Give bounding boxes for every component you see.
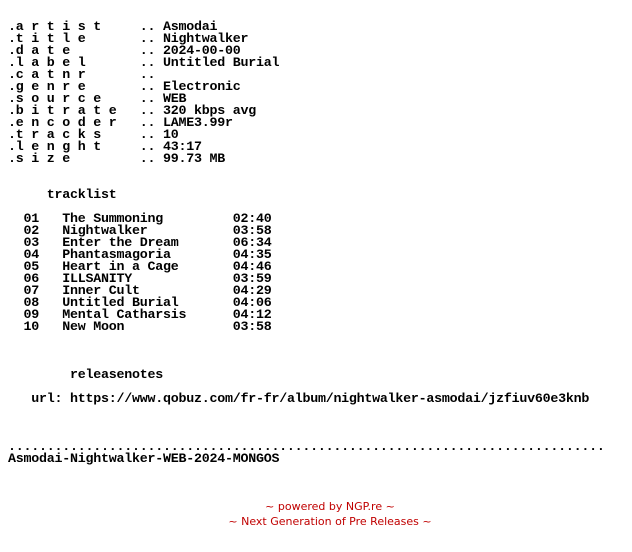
- info-key: .g e n r e ..: [8, 80, 156, 95]
- info-value: 43:17: [162, 140, 202, 155]
- info-key: .c a t n r ..: [8, 68, 156, 83]
- track-time: 04:12: [232, 308, 272, 323]
- track-time: 03:59: [232, 272, 272, 287]
- release-name: Asmodai-Nightwalker-WEB-2024-MONGOS: [8, 452, 280, 467]
- info-value: 10: [162, 128, 179, 143]
- url-label: url:: [31, 392, 63, 407]
- track-title: New Moon: [62, 320, 125, 335]
- track-row: [8, 320, 271, 335]
- info-row: [8, 152, 225, 167]
- track-time: 06:34: [232, 236, 272, 251]
- track-number: 04: [23, 248, 39, 263]
- track-title: ILLSANITY: [62, 272, 132, 287]
- track-number: 08: [23, 296, 39, 311]
- info-value: Nightwalker: [162, 32, 249, 47]
- info-value: 320 kbps avg: [162, 104, 256, 119]
- nfo-text: [8, 22, 605, 466]
- divider: .............................................................................: [8, 440, 605, 455]
- track-number: 03: [23, 236, 39, 251]
- track-number: 02: [23, 224, 39, 239]
- info-value: Asmodai: [162, 20, 218, 35]
- info-key: .b i t r a t e ..: [8, 104, 156, 119]
- track-time: 04:46: [232, 260, 272, 275]
- info-key: .l e n g h t ..: [8, 140, 156, 155]
- track-title: The Summoning: [62, 212, 163, 227]
- track-number: 05: [23, 260, 39, 275]
- track-time: 03:58: [232, 320, 272, 335]
- info-value: WEB: [162, 92, 187, 107]
- tracklist-heading: tracklist: [46, 188, 117, 203]
- info-key: .s i z e ..: [8, 152, 156, 167]
- track-time: 02:40: [232, 212, 272, 227]
- track-title: Mental Catharsis: [62, 308, 187, 323]
- release-url[interactable]: https://www.qobuz.com/fr-fr/album/nightwalker-asmodai/jzfiuv60e3knb: [70, 392, 590, 407]
- track-title: Phantasmagoria: [62, 248, 171, 263]
- info-value: Electronic: [162, 80, 241, 95]
- info-key: .s o u r c e ..: [8, 92, 156, 107]
- info-key: .a r t i s t ..: [8, 20, 156, 35]
- info-key: .e n c o d e r ..: [8, 116, 156, 131]
- track-number: 07: [23, 284, 39, 299]
- track-title: Untitled Burial: [62, 296, 179, 311]
- track-title: Inner Cult: [62, 284, 140, 299]
- powered-by-footer: ~ powered by NGP.re ~: [265, 500, 395, 513]
- track-time: 03:58: [232, 224, 272, 239]
- track-number: 06: [23, 272, 39, 287]
- track-title: Heart in a Cage: [62, 260, 179, 275]
- info-value: 2024-00-00: [162, 44, 241, 59]
- tracklist: [8, 212, 271, 335]
- info-key: .t r a c k s ..: [8, 128, 156, 143]
- info-key: .d a t e ..: [8, 44, 156, 59]
- track-time: 04:29: [232, 284, 272, 299]
- track-time: 04:06: [232, 296, 272, 311]
- releasenotes-heading: releasenotes: [70, 368, 163, 383]
- info-key: .l a b e l ..: [8, 56, 156, 71]
- info-key: .t i t l e ..: [8, 32, 156, 47]
- info-value: Untitled Burial: [162, 56, 280, 71]
- track-number: 10: [23, 320, 39, 335]
- info-value: LAME3.99r: [162, 116, 233, 131]
- info-value: 99.73 MB: [162, 152, 225, 167]
- track-time: 04:35: [232, 248, 272, 263]
- tagline-footer: ~ Next Generation of Pre Releases ~: [228, 515, 432, 528]
- info-section: [8, 20, 279, 167]
- track-number: 01: [23, 212, 39, 227]
- track-title: Enter the Dream: [62, 236, 179, 251]
- track-title: Nightwalker: [62, 224, 148, 239]
- track-number: 09: [23, 308, 39, 323]
